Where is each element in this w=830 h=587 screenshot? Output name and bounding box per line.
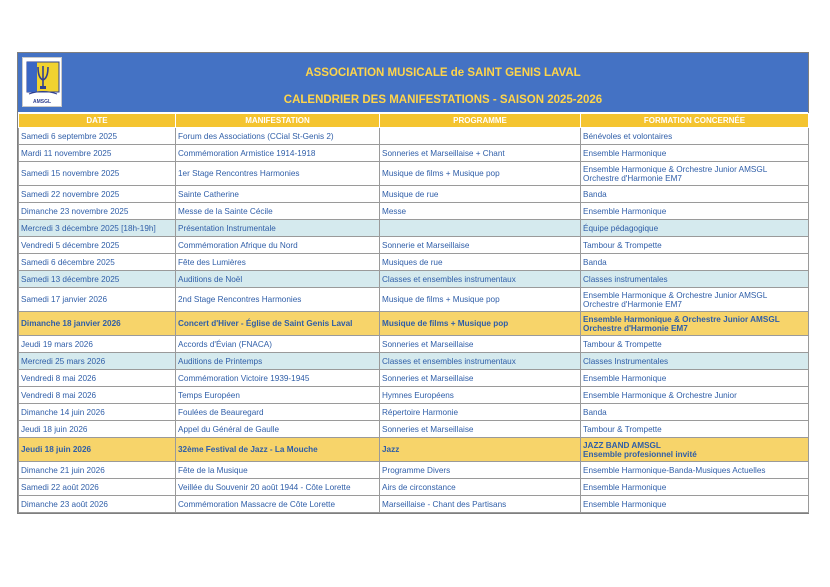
formation-line: Ensemble Harmonique: [583, 499, 667, 509]
formation-cell: [581, 128, 809, 145]
formation-cell: [581, 203, 809, 220]
events-table: [18, 113, 809, 513]
event-cell: Commémoration Victoire 1939-1945: [176, 370, 380, 387]
formation-cell: [581, 237, 809, 254]
formation-line: Banda: [583, 189, 607, 199]
program-cell: Marseillaise - Chant des Partisans: [380, 496, 581, 513]
formation-cell: [581, 387, 809, 404]
formation-line: Orchestre d'Harmonie EM7: [583, 323, 688, 333]
formation-line: Équipe pédagogique: [583, 223, 659, 233]
date-cell: Jeudi 19 mars 2026: [19, 336, 176, 353]
date-cell: Jeudi 18 juin 2026: [19, 421, 176, 438]
formation-line: Ensemble Harmonique: [583, 373, 667, 383]
column-header-program: PROGRAMME: [380, 114, 581, 128]
formation-cell: [581, 145, 809, 162]
formation-line: Ensemble Harmonique-Banda-Musiques Actuelles: [583, 465, 766, 475]
event-cell: Auditions de Noël: [176, 271, 380, 288]
program-cell: [380, 220, 581, 237]
lyre-icon: [23, 58, 63, 100]
event-cell: Veillée du Souvenir 20 août 1944 - Côte Lorette: [176, 479, 380, 496]
event-cell: Fête de la Musique: [176, 462, 380, 479]
program-cell: Répertoire Harmonie: [380, 404, 581, 421]
date-cell: Samedi 6 décembre 2025: [19, 254, 176, 271]
formation-line: Banda: [583, 257, 607, 267]
table-row: [19, 353, 809, 370]
table-row: [19, 220, 809, 237]
formation-cell: [581, 462, 809, 479]
table-row: [19, 237, 809, 254]
formation-cell: [581, 288, 809, 312]
formation-cell: [581, 421, 809, 438]
logo-text: AMSGL: [32, 99, 52, 105]
date-cell: Dimanche 14 juin 2026: [19, 404, 176, 421]
event-cell: Accords d'Évian (FNACA): [176, 336, 380, 353]
date-cell: Vendredi 8 mai 2026: [19, 387, 176, 404]
date-cell: Samedi 15 novembre 2025: [19, 162, 176, 186]
program-cell: Jazz: [380, 438, 581, 462]
formation-cell: [581, 336, 809, 353]
date-cell: Dimanche 21 juin 2026: [19, 462, 176, 479]
program-cell: Sonneries et Marseillaise + Chant: [380, 145, 581, 162]
program-cell: Sonneries et Marseillaise: [380, 336, 581, 353]
date-cell: Samedi 22 août 2026: [19, 479, 176, 496]
date-cell: Samedi 6 septembre 2025: [19, 128, 176, 145]
formation-line: Ensemble Harmonique & Orchestre Junior: [583, 390, 737, 400]
program-cell: Hymnes Européens: [380, 387, 581, 404]
table-row: [19, 288, 809, 312]
event-cell: Appel du Général de Gaulle: [176, 421, 380, 438]
column-header-formation: FORMATION CONCERNÉE: [581, 114, 809, 128]
table-row: [19, 312, 809, 336]
table-row: [19, 421, 809, 438]
table-row: [19, 387, 809, 404]
program-cell: Musique de films + Musique pop: [380, 288, 581, 312]
table-row: [19, 496, 809, 513]
table-row: [19, 271, 809, 288]
amsgl-logo: [22, 57, 62, 107]
formation-cell: [581, 353, 809, 370]
table-row: [19, 145, 809, 162]
formation-cell: [581, 162, 809, 186]
table-row: [19, 370, 809, 387]
event-cell: Commémoration Massacre de Côte Lorette: [176, 496, 380, 513]
event-cell: Temps Européen: [176, 387, 380, 404]
table-row: [19, 479, 809, 496]
date-cell: Samedi 13 décembre 2025: [19, 271, 176, 288]
calendar-subtitle: CALENDRIER DES MANIFESTATIONS - SAISON 2025-2026: [283, 94, 603, 106]
formation-cell: [581, 438, 809, 462]
program-cell: [380, 128, 581, 145]
formation-cell: [581, 479, 809, 496]
program-cell: Messe: [380, 203, 581, 220]
event-cell: Auditions de Printemps: [176, 353, 380, 370]
program-cell: Musique de films + Musique pop: [380, 312, 581, 336]
events-body: [19, 128, 809, 513]
formation-line: Ensemble Harmonique: [583, 148, 667, 158]
program-cell: Programme Divers: [380, 462, 581, 479]
event-cell: 1er Stage Rencontres Harmonies: [176, 162, 380, 186]
association-title: ASSOCIATION MUSICALE de SAINT GENIS LAVAL: [305, 67, 581, 79]
formation-line: Orchestre d'Harmonie EM7: [583, 299, 682, 309]
column-header-row: [19, 114, 809, 128]
formation-line: Ensemble Harmonique: [583, 206, 667, 216]
column-header-event: MANIFESTATION: [176, 114, 380, 128]
formation-cell: [581, 496, 809, 513]
event-cell: Concert d'Hiver - Église de Saint Genis Laval: [176, 312, 380, 336]
program-cell: Sonnerie et Marseillaise: [380, 237, 581, 254]
date-cell: Mardi 11 novembre 2025: [19, 145, 176, 162]
formation-cell: [581, 312, 809, 336]
formation-line: Bénévoles et volontaires: [583, 131, 673, 141]
date-cell: Dimanche 18 janvier 2026: [19, 312, 176, 336]
event-cell: Fête des Lumières: [176, 254, 380, 271]
table-row: [19, 162, 809, 186]
formation-cell: [581, 370, 809, 387]
program-cell: Musique de films + Musique pop: [380, 162, 581, 186]
event-cell: Forum des Associations (CCial St-Genis 2): [176, 128, 380, 145]
event-cell: Foulées de Beauregard: [176, 404, 380, 421]
formation-line: Tambour & Trompette: [583, 240, 662, 250]
event-cell: Messe de la Sainte Cécile: [176, 203, 380, 220]
date-cell: Vendredi 5 décembre 2025: [19, 237, 176, 254]
table-row: [19, 186, 809, 203]
event-cell: Sainte Catherine: [176, 186, 380, 203]
program-cell: Classes et ensembles instrumentaux: [380, 271, 581, 288]
table-row: [19, 128, 809, 145]
calendar-sheet: [17, 52, 809, 514]
formation-line: Ensemble Harmonique & Orchestre Junior AMSGL: [583, 164, 768, 174]
table-row: [19, 462, 809, 479]
event-cell: Commémoration Afrique du Nord: [176, 237, 380, 254]
date-cell: Dimanche 23 août 2026: [19, 496, 176, 513]
formation-line: Orchestre d'Harmonie EM7: [583, 173, 682, 183]
date-cell: Samedi 22 novembre 2025: [19, 186, 176, 203]
date-cell: Vendredi 8 mai 2026: [19, 370, 176, 387]
table-row: [19, 404, 809, 421]
formation-cell: [581, 271, 809, 288]
date-cell: Mercredi 25 mars 2026: [19, 353, 176, 370]
program-cell: Sonneries et Marseillaise: [380, 421, 581, 438]
table-row: [19, 438, 809, 462]
program-cell: Classes et ensembles instrumentaux: [380, 353, 581, 370]
formation-cell: [581, 254, 809, 271]
program-cell: Airs de circonstance: [380, 479, 581, 496]
formation-line: Tambour & Trompette: [583, 424, 662, 434]
formation-line: Ensemble profesionnel invité: [583, 449, 697, 459]
program-cell: Sonneries et Marseillaise: [380, 370, 581, 387]
formation-cell: [581, 220, 809, 237]
header-banner: [18, 53, 808, 113]
formation-line: Ensemble Harmonique & Orchestre Junior AMSGL: [583, 314, 780, 324]
date-cell: Dimanche 23 novembre 2025: [19, 203, 176, 220]
table-row: [19, 254, 809, 271]
formation-line: JAZZ BAND AMSGL: [583, 440, 661, 450]
event-cell: 2nd Stage Rencontres Harmonies: [176, 288, 380, 312]
table-row: [19, 203, 809, 220]
program-cell: Musiques de rue: [380, 254, 581, 271]
event-cell: 32ème Festival de Jazz - La Mouche: [176, 438, 380, 462]
date-cell: Mercredi 3 décembre 2025 [18h-19h]: [19, 220, 176, 237]
event-cell: Commémoration Armistice 1914-1918: [176, 145, 380, 162]
program-cell: Musique de rue: [380, 186, 581, 203]
formation-line: Ensemble Harmonique & Orchestre Junior AMSGL: [583, 290, 768, 300]
formation-line: Classes instrumentales: [583, 274, 668, 284]
date-cell: Samedi 17 janvier 2026: [19, 288, 176, 312]
formation-line: Classes Instrumentales: [583, 356, 669, 366]
column-header-date: DATE: [19, 114, 176, 128]
formation-line: Tambour & Trompette: [583, 339, 662, 349]
formation-cell: [581, 404, 809, 421]
event-cell: Présentation Instrumentale: [176, 220, 380, 237]
date-cell: Jeudi 18 juin 2026: [19, 438, 176, 462]
formation-line: Ensemble Harmonique: [583, 482, 667, 492]
table-row: [19, 336, 809, 353]
formation-cell: [581, 186, 809, 203]
formation-line: Banda: [583, 407, 607, 417]
